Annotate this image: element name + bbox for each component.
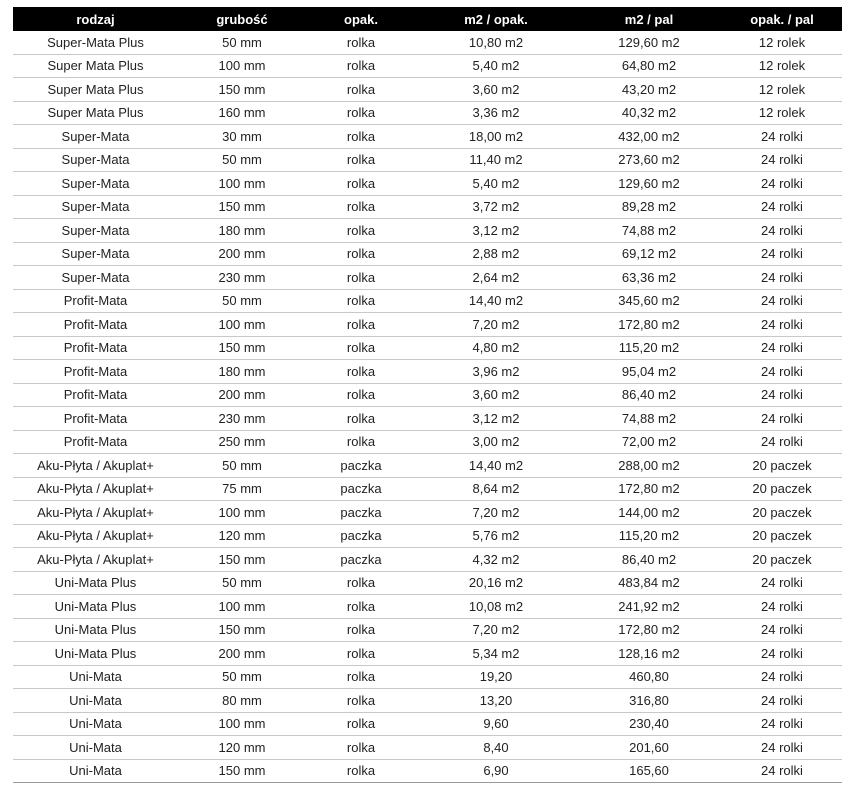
opak-cell: rolka xyxy=(306,172,416,196)
m2-opak-cell: 5,76 m2 xyxy=(416,524,576,548)
m2-pal-cell: 129,60 m2 xyxy=(576,31,722,54)
m2-pal-cell: 64,80 m2 xyxy=(576,54,722,78)
rodzaj-cell: Aku-Płyta / Akuplat+ xyxy=(13,501,178,525)
m2-opak-cell: 7,20 m2 xyxy=(416,501,576,525)
table-row xyxy=(13,548,842,572)
table-row xyxy=(13,759,842,783)
opak-pal-cell: 24 rolki xyxy=(722,125,842,149)
opak-cell: paczka xyxy=(306,477,416,501)
opak-pal-cell: 24 rolki xyxy=(722,360,842,384)
opak-cell: rolka xyxy=(306,148,416,172)
grubosc-cell: 100 mm xyxy=(178,595,306,619)
rodzaj-cell: Uni-Mata Plus xyxy=(13,642,178,666)
grubosc-cell: 100 mm xyxy=(178,172,306,196)
m2-opak-cell: 3,12 m2 xyxy=(416,407,576,431)
opak-cell: rolka xyxy=(306,642,416,666)
grubosc-cell: 230 mm xyxy=(178,266,306,290)
m2-opak-cell: 11,40 m2 xyxy=(416,148,576,172)
table-row xyxy=(13,736,842,760)
m2-pal-cell: 144,00 m2 xyxy=(576,501,722,525)
header-rodzaj: rodzaj xyxy=(76,11,115,27)
m2-opak-cell: 3,60 m2 xyxy=(416,383,576,407)
rodzaj-cell: Super-Mata Plus xyxy=(13,31,178,54)
table-row xyxy=(13,195,842,219)
m2-pal-cell: 129,60 m2 xyxy=(576,172,722,196)
m2-pal-cell: 172,80 m2 xyxy=(576,618,722,642)
m2-pal-cell: 165,60 xyxy=(576,759,722,783)
table-row xyxy=(13,571,842,595)
m2-pal-cell: 40,32 m2 xyxy=(576,101,722,125)
opak-pal-cell: 24 rolki xyxy=(722,219,842,243)
table-row xyxy=(13,524,842,548)
m2-opak-cell: 7,20 m2 xyxy=(416,618,576,642)
opak-cell: rolka xyxy=(306,595,416,619)
grubosc-cell: 230 mm xyxy=(178,407,306,431)
opak-pal-cell: 24 rolki xyxy=(722,407,842,431)
table-row xyxy=(13,266,842,290)
grubosc-cell: 120 mm xyxy=(178,736,306,760)
rodzaj-cell: Uni-Mata xyxy=(13,736,178,760)
m2-opak-cell: 13,20 xyxy=(416,689,576,713)
table-row xyxy=(13,689,842,713)
rodzaj-cell: Uni-Mata xyxy=(13,665,178,689)
grubosc-cell: 75 mm xyxy=(178,477,306,501)
grubosc-cell: 50 mm xyxy=(178,148,306,172)
table-row xyxy=(13,712,842,736)
rodzaj-cell: Uni-Mata Plus xyxy=(13,571,178,595)
opak-cell: rolka xyxy=(306,31,416,54)
rodzaj-cell: Uni-Mata Plus xyxy=(13,595,178,619)
table-row xyxy=(13,595,842,619)
opak-cell: rolka xyxy=(306,689,416,713)
opak-cell: rolka xyxy=(306,336,416,360)
m2-opak-cell: 3,60 m2 xyxy=(416,78,576,102)
rodzaj-cell: Super Mata Plus xyxy=(13,54,178,78)
header-opak-pal: opak. / pal xyxy=(750,11,814,27)
table-row xyxy=(13,31,842,54)
m2-pal-cell: 172,80 m2 xyxy=(576,477,722,501)
m2-opak-cell: 4,80 m2 xyxy=(416,336,576,360)
opak-pal-cell: 20 paczek xyxy=(722,501,842,525)
m2-pal-cell: 72,00 m2 xyxy=(576,430,722,454)
opak-pal-cell: 24 rolki xyxy=(722,313,842,337)
rodzaj-cell: Super-Mata xyxy=(13,148,178,172)
grubosc-cell: 30 mm xyxy=(178,125,306,149)
table-row xyxy=(13,101,842,125)
m2-pal-cell: 460,80 xyxy=(576,665,722,689)
opak-pal-cell: 24 rolki xyxy=(722,430,842,454)
table-row xyxy=(13,125,842,149)
opak-pal-cell: 24 rolki xyxy=(722,336,842,360)
m2-pal-cell: 316,80 xyxy=(576,689,722,713)
opak-cell: rolka xyxy=(306,736,416,760)
m2-opak-cell: 2,64 m2 xyxy=(416,266,576,290)
rodzaj-cell: Aku-Płyta / Akuplat+ xyxy=(13,454,178,478)
m2-pal-cell: 95,04 m2 xyxy=(576,360,722,384)
m2-pal-cell: 74,88 m2 xyxy=(576,219,722,243)
opak-cell: rolka xyxy=(306,219,416,243)
table-row xyxy=(13,454,842,478)
opak-cell: rolka xyxy=(306,195,416,219)
opak-pal-cell: 24 rolki xyxy=(722,689,842,713)
opak-cell: rolka xyxy=(306,759,416,783)
opak-pal-cell: 20 paczek xyxy=(722,548,842,572)
m2-opak-cell: 14,40 m2 xyxy=(416,289,576,313)
rodzaj-cell: Aku-Płyta / Akuplat+ xyxy=(13,477,178,501)
m2-pal-cell: 128,16 m2 xyxy=(576,642,722,666)
opak-cell: rolka xyxy=(306,54,416,78)
table-row xyxy=(13,289,842,313)
header-m2-opak: m2 / opak. xyxy=(464,11,528,27)
grubosc-cell: 150 mm xyxy=(178,618,306,642)
m2-pal-cell: 172,80 m2 xyxy=(576,313,722,337)
rodzaj-cell: Uni-Mata xyxy=(13,759,178,783)
grubosc-cell: 200 mm xyxy=(178,383,306,407)
m2-opak-cell: 4,32 m2 xyxy=(416,548,576,572)
m2-pal-cell: 273,60 m2 xyxy=(576,148,722,172)
table-row xyxy=(13,148,842,172)
table-row xyxy=(13,430,842,454)
table-row xyxy=(13,642,842,666)
rodzaj-cell: Aku-Płyta / Akuplat+ xyxy=(13,548,178,572)
m2-pal-cell: 432,00 m2 xyxy=(576,125,722,149)
m2-opak-cell: 2,88 m2 xyxy=(416,242,576,266)
table-row xyxy=(13,172,842,196)
product-table xyxy=(13,7,842,783)
opak-pal-cell: 20 paczek xyxy=(722,454,842,478)
m2-pal-cell: 86,40 m2 xyxy=(576,383,722,407)
m2-pal-cell: 201,60 xyxy=(576,736,722,760)
m2-opak-cell: 3,96 m2 xyxy=(416,360,576,384)
m2-opak-cell: 8,64 m2 xyxy=(416,477,576,501)
m2-pal-cell: 230,40 xyxy=(576,712,722,736)
table-row xyxy=(13,78,842,102)
opak-pal-cell: 24 rolki xyxy=(722,242,842,266)
m2-opak-cell: 7,20 m2 xyxy=(416,313,576,337)
m2-opak-cell: 5,40 m2 xyxy=(416,54,576,78)
grubosc-cell: 50 mm xyxy=(178,665,306,689)
m2-opak-cell: 3,36 m2 xyxy=(416,101,576,125)
opak-pal-cell: 20 paczek xyxy=(722,477,842,501)
table-row xyxy=(13,336,842,360)
m2-opak-cell: 3,12 m2 xyxy=(416,219,576,243)
opak-cell: rolka xyxy=(306,571,416,595)
grubosc-cell: 100 mm xyxy=(178,501,306,525)
opak-pal-cell: 24 rolki xyxy=(722,172,842,196)
rodzaj-cell: Super-Mata xyxy=(13,219,178,243)
m2-pal-cell: 345,60 m2 xyxy=(576,289,722,313)
rodzaj-cell: Profit-Mata xyxy=(13,360,178,384)
m2-opak-cell: 9,60 xyxy=(416,712,576,736)
m2-pal-cell: 69,12 m2 xyxy=(576,242,722,266)
rodzaj-cell: Super-Mata xyxy=(13,125,178,149)
opak-pal-cell: 24 rolki xyxy=(722,289,842,313)
opak-cell: rolka xyxy=(306,266,416,290)
grubosc-cell: 150 mm xyxy=(178,336,306,360)
grubosc-cell: 100 mm xyxy=(178,54,306,78)
opak-cell: rolka xyxy=(306,430,416,454)
opak-cell: rolka xyxy=(306,78,416,102)
opak-pal-cell: 24 rolki xyxy=(722,736,842,760)
rodzaj-cell: Super-Mata xyxy=(13,195,178,219)
opak-pal-cell: 24 rolki xyxy=(722,618,842,642)
m2-opak-cell: 8,40 xyxy=(416,736,576,760)
opak-pal-cell: 24 rolki xyxy=(722,571,842,595)
table-row xyxy=(13,219,842,243)
m2-opak-cell: 18,00 m2 xyxy=(416,125,576,149)
table-row xyxy=(13,360,842,384)
opak-pal-cell: 24 rolki xyxy=(722,195,842,219)
grubosc-cell: 50 mm xyxy=(178,454,306,478)
rodzaj-cell: Aku-Płyta / Akuplat+ xyxy=(13,524,178,548)
opak-cell: rolka xyxy=(306,101,416,125)
grubosc-cell: 180 mm xyxy=(178,360,306,384)
opak-pal-cell: 24 rolki xyxy=(722,665,842,689)
rodzaj-cell: Profit-Mata xyxy=(13,430,178,454)
rodzaj-cell: Profit-Mata xyxy=(13,313,178,337)
m2-opak-cell: 14,40 m2 xyxy=(416,454,576,478)
header-grubosc: grubość xyxy=(216,11,268,27)
rodzaj-cell: Super-Mata xyxy=(13,242,178,266)
m2-pal-cell: 288,00 m2 xyxy=(576,454,722,478)
opak-pal-cell: 12 rolek xyxy=(722,101,842,125)
table-row xyxy=(13,383,842,407)
m2-opak-cell: 19,20 xyxy=(416,665,576,689)
m2-pal-cell: 74,88 m2 xyxy=(576,407,722,431)
opak-cell: rolka xyxy=(306,313,416,337)
opak-pal-cell: 24 rolki xyxy=(722,642,842,666)
opak-cell: rolka xyxy=(306,712,416,736)
rodzaj-cell: Uni-Mata xyxy=(13,712,178,736)
m2-opak-cell: 20,16 m2 xyxy=(416,571,576,595)
table-row xyxy=(13,477,842,501)
opak-cell: rolka xyxy=(306,242,416,266)
m2-pal-cell: 115,20 m2 xyxy=(576,336,722,360)
m2-opak-cell: 6,90 xyxy=(416,759,576,783)
opak-cell: paczka xyxy=(306,524,416,548)
opak-pal-cell: 12 rolek xyxy=(722,54,842,78)
grubosc-cell: 50 mm xyxy=(178,289,306,313)
opak-cell: paczka xyxy=(306,501,416,525)
rodzaj-cell: Super Mata Plus xyxy=(13,101,178,125)
opak-cell: rolka xyxy=(306,360,416,384)
rodzaj-cell: Super-Mata xyxy=(13,266,178,290)
grubosc-cell: 160 mm xyxy=(178,101,306,125)
opak-pal-cell: 24 rolki xyxy=(722,712,842,736)
opak-pal-cell: 12 rolek xyxy=(722,31,842,54)
opak-pal-cell: 12 rolek xyxy=(722,78,842,102)
rodzaj-cell: Profit-Mata xyxy=(13,289,178,313)
m2-opak-cell: 3,00 m2 xyxy=(416,430,576,454)
header-m2-pal: m2 / pal xyxy=(624,11,674,27)
product-table-container xyxy=(13,7,842,783)
grubosc-cell: 80 mm xyxy=(178,689,306,713)
opak-pal-cell: 24 rolki xyxy=(722,759,842,783)
m2-pal-cell: 63,36 m2 xyxy=(576,266,722,290)
opak-cell: rolka xyxy=(306,407,416,431)
table-body xyxy=(13,31,842,783)
m2-opak-cell: 3,72 m2 xyxy=(416,195,576,219)
table-row xyxy=(13,54,842,78)
grubosc-cell: 200 mm xyxy=(178,242,306,266)
rodzaj-cell: Super-Mata xyxy=(13,172,178,196)
table-row xyxy=(13,665,842,689)
opak-cell: rolka xyxy=(306,383,416,407)
rodzaj-cell: Super Mata Plus xyxy=(13,78,178,102)
opak-pal-cell: 24 rolki xyxy=(722,266,842,290)
opak-cell: paczka xyxy=(306,454,416,478)
rodzaj-cell: Uni-Mata Plus xyxy=(13,618,178,642)
opak-cell: rolka xyxy=(306,665,416,689)
grubosc-cell: 200 mm xyxy=(178,642,306,666)
opak-pal-cell: 24 rolki xyxy=(722,595,842,619)
m2-pal-cell: 241,92 m2 xyxy=(576,595,722,619)
m2-pal-cell: 86,40 m2 xyxy=(576,548,722,572)
grubosc-cell: 50 mm xyxy=(178,31,306,54)
rodzaj-cell: Uni-Mata xyxy=(13,689,178,713)
table-row xyxy=(13,242,842,266)
grubosc-cell: 50 mm xyxy=(178,571,306,595)
table-row xyxy=(13,618,842,642)
rodzaj-cell: Profit-Mata xyxy=(13,383,178,407)
opak-cell: rolka xyxy=(306,289,416,313)
grubosc-cell: 120 mm xyxy=(178,524,306,548)
opak-pal-cell: 24 rolki xyxy=(722,383,842,407)
grubosc-cell: 100 mm xyxy=(178,712,306,736)
table-row xyxy=(13,407,842,431)
opak-cell: paczka xyxy=(306,548,416,572)
opak-pal-cell: 20 paczek xyxy=(722,524,842,548)
opak-pal-cell: 24 rolki xyxy=(722,148,842,172)
grubosc-cell: 150 mm xyxy=(178,759,306,783)
grubosc-cell: 150 mm xyxy=(178,548,306,572)
m2-opak-cell: 5,34 m2 xyxy=(416,642,576,666)
m2-opak-cell: 5,40 m2 xyxy=(416,172,576,196)
m2-pal-cell: 115,20 m2 xyxy=(576,524,722,548)
m2-pal-cell: 483,84 m2 xyxy=(576,571,722,595)
rodzaj-cell: Profit-Mata xyxy=(13,336,178,360)
rodzaj-cell: Profit-Mata xyxy=(13,407,178,431)
header-opak: opak. xyxy=(344,11,378,27)
opak-cell: rolka xyxy=(306,125,416,149)
m2-opak-cell: 10,80 m2 xyxy=(416,31,576,54)
m2-pal-cell: 89,28 m2 xyxy=(576,195,722,219)
grubosc-cell: 250 mm xyxy=(178,430,306,454)
grubosc-cell: 150 mm xyxy=(178,78,306,102)
grubosc-cell: 150 mm xyxy=(178,195,306,219)
table-header-row xyxy=(13,7,842,31)
opak-cell: rolka xyxy=(306,618,416,642)
table-row xyxy=(13,501,842,525)
table-row xyxy=(13,313,842,337)
grubosc-cell: 100 mm xyxy=(178,313,306,337)
grubosc-cell: 180 mm xyxy=(178,219,306,243)
m2-opak-cell: 10,08 m2 xyxy=(416,595,576,619)
m2-pal-cell: 43,20 m2 xyxy=(576,78,722,102)
